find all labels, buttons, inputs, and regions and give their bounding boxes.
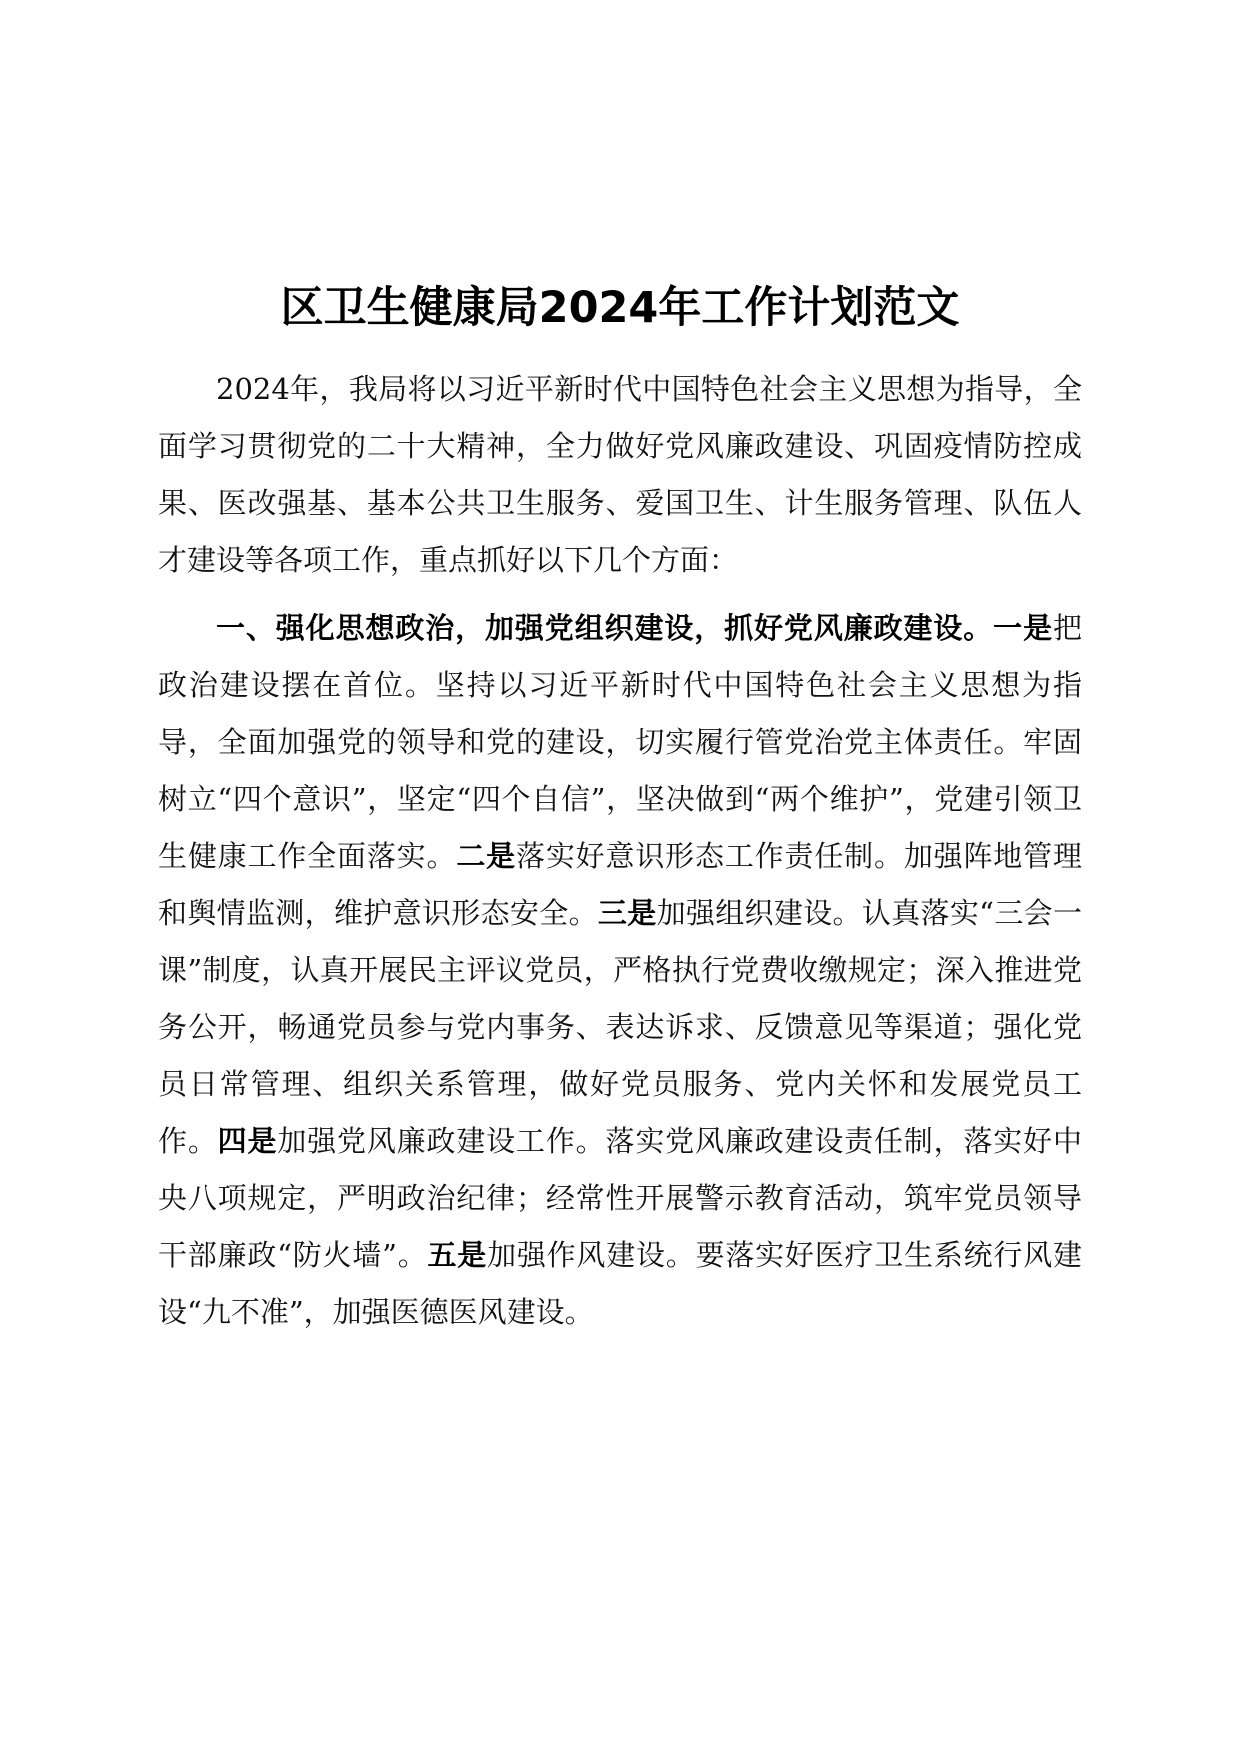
item-4-label: 四是 [217, 1124, 278, 1158]
item-1-text: 把政治建设摆在首位。坚持以习近平新时代中国特色社会主义思想为指导，全面加强党的领导和党的建设，切实履行管党治党主体责任。牢固树立“四个意识”，坚定“四个自信”，坚决做到“两个维护”，党建引领卫生健康工作全面落实。 [158, 611, 1082, 873]
item-1-label: 一是 [993, 611, 1053, 645]
section-1-heading: 一、强化思想政治，加强党组织建设，抓好党风廉政建设。 [216, 611, 994, 645]
item-5-text: 加强作风建设。要落实好医疗卫生系统行风建设“九不准”，加强医德医风建设。 [158, 1238, 1082, 1329]
document-title: 区卫生健康局2024年工作计划范文 [280, 283, 960, 333]
section-1-paragraph [158, 600, 1082, 1341]
item-3-label: 三是 [597, 896, 657, 930]
document-body [158, 361, 1082, 1341]
item-4-text: 加强党风廉政建设工作。落实党风廉政建设责任制，落实好中央八项规定，严明政治纪律；经常性开展警示教育活动，筑牢党员领导干部廉政“防火墙”。 [158, 1124, 1082, 1272]
intro-paragraph: 2024年，我局将以习近平新时代中国特色社会主义思想为指导，全面学习贯彻党的二十大精神，全力做好党风廉政建设、巩固疫情防控成果、医改强基、基本公共卫生服务、爱国卫生、计生服务管理、队伍人才建设等各项工作，重点抓好以下几个方面： [158, 372, 1082, 577]
item-2-label: 二是 [456, 839, 516, 873]
item-5-label: 五是 [427, 1238, 488, 1272]
item-3-text: 加强组织建设。认真落实“三会一课”制度，认真开展民主评议党员，严格执行党费收缴规定；深入推进党务公开，畅通党员参与党内事务、表达诉求、反馈意见等渠道；强化党员日常管理、组织关系管理，做好党员服务、党内关怀和发展党员工作。 [158, 896, 1082, 1158]
item-2-text: 落实好意识形态工作责任制。加强阵地管理和舆情监测，维护意识形态安全。 [158, 839, 1082, 930]
